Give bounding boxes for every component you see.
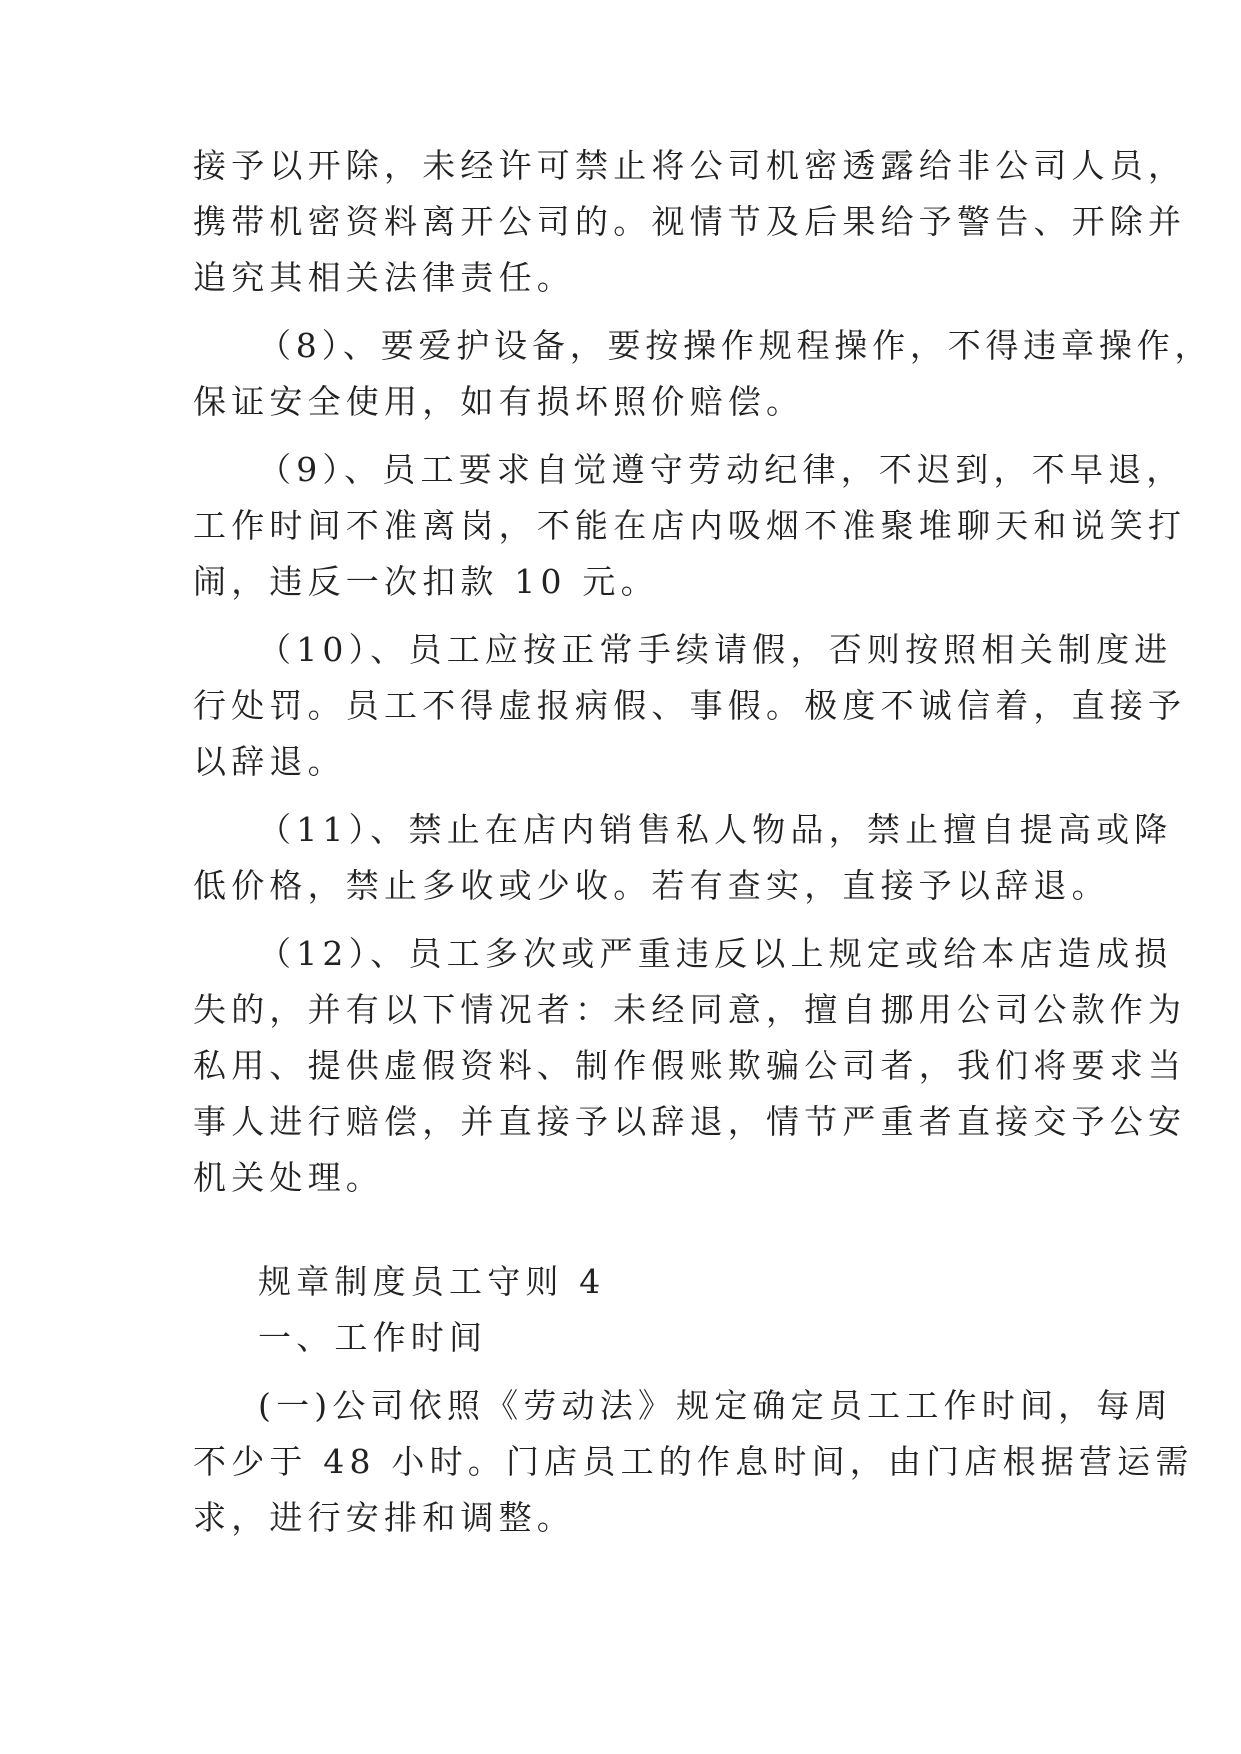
text-line: （12）、员工多次或严重违反以上规定或给本店造成损 bbox=[258, 934, 1173, 973]
subsection-heading: 一、工作时间 bbox=[258, 1318, 488, 1357]
text-line: 工作时间不准离岗，不能在店内吸烟不准聚堆聊天和说笑打 bbox=[193, 506, 1187, 545]
text-line: 不少于 48 小时。门店员工的作息时间，由门店根据营运需 bbox=[193, 1442, 1194, 1481]
text-line: 求，进行安排和调整。 bbox=[193, 1498, 575, 1537]
text-line: 保证安全使用，如有损坏照价赔偿。 bbox=[193, 382, 805, 421]
text-line: (一)公司依照《劳动法》规定确定员工工作时间，每周 bbox=[258, 1386, 1173, 1425]
text-line: （9）、员工要求自觉遵守劳动纪律，不迟到，不早退， bbox=[258, 450, 1185, 489]
text-line: 接予以开除，未经许可禁止将公司机密透露给非公司人员， bbox=[193, 146, 1187, 185]
text-line: （10）、员工应按正常手续请假，否则按照相关制度进 bbox=[258, 630, 1173, 669]
text-line: 事人进行赔偿，并直接予以辞退，情节严重者直接交予公安 bbox=[193, 1102, 1187, 1141]
text-line: 低价格，禁止多收或少收。若有查实，直接予以辞退。 bbox=[193, 866, 1110, 905]
text-line: （11）、禁止在店内销售私人物品，禁止擅自提高或降 bbox=[258, 810, 1173, 849]
text-line: 机关处理。 bbox=[193, 1158, 384, 1197]
text-line: 行处罚。员工不得虚报病假、事假。极度不诚信着，直接予 bbox=[193, 686, 1187, 725]
text-line: 失的，并有以下情况者：未经同意，擅自挪用公司公款作为 bbox=[193, 990, 1187, 1029]
text-line: 携带机密资料离开公司的。视情节及后果给予警告、开除并 bbox=[193, 202, 1187, 241]
text-line: （8）、要爱护设备，要按操作规程操作，不得违章操作， bbox=[258, 326, 1213, 365]
text-line: 闹，违反一次扣款 10 元。 bbox=[193, 562, 659, 601]
text-line: 以辞退。 bbox=[193, 742, 346, 781]
section-heading: 规章制度员工守则 4 bbox=[258, 1262, 606, 1301]
text-line: 私用、提供虚假资料、制作假账欺骗公司者，我们将要求当 bbox=[193, 1046, 1187, 1085]
text-line: 追究其相关法律责任。 bbox=[193, 258, 575, 297]
